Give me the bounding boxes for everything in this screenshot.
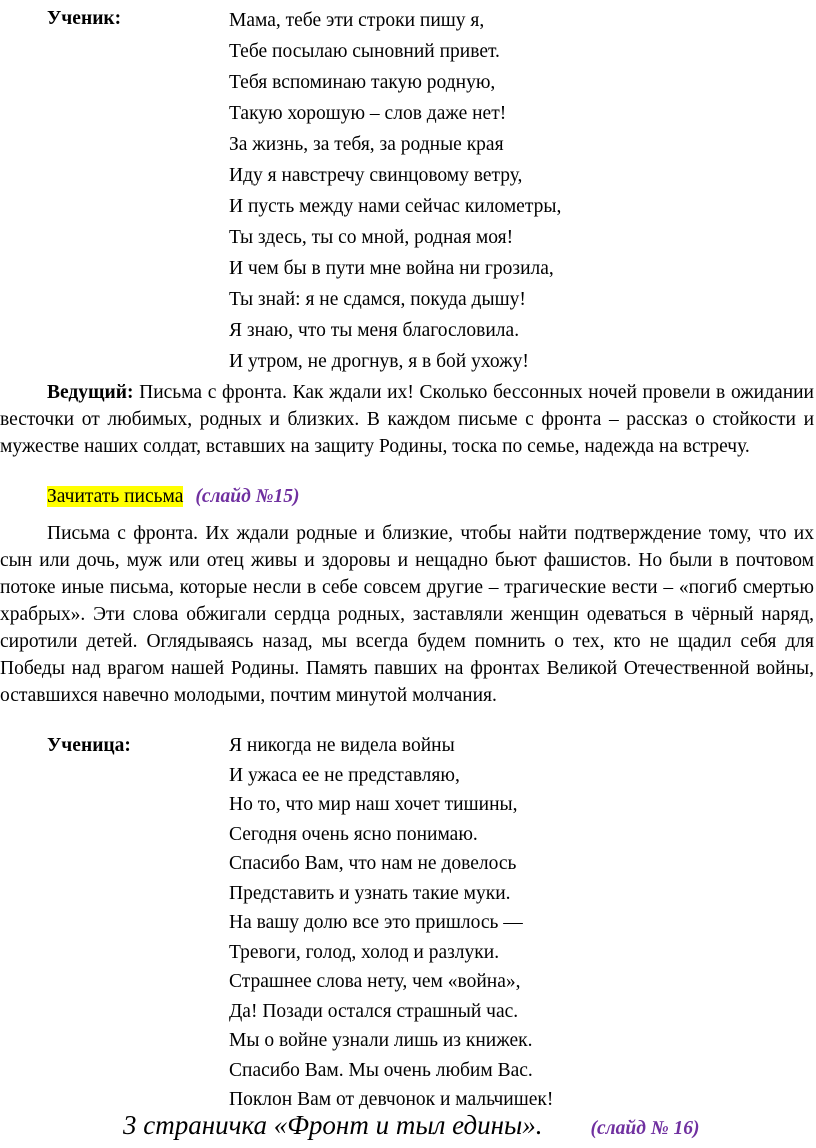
poem-line: И утром, не дрогнув, я в бой ухожу! bbox=[229, 351, 529, 372]
host-text: Письма с фронта. Как ждали их! Сколько бессонных ночей провели в ожидании весточки от любимых, родных и близких. В каждом письме с фронта – рассказ о стойкости и мужестве наших солдат, вставших на защиту Родины, тоска по семье, надежда на встречу. bbox=[0, 382, 814, 457]
host-paragraph bbox=[0, 379, 814, 460]
poem-line: За жизнь, за тебя, за родные края bbox=[229, 134, 504, 155]
slide-reference: (слайд №15) bbox=[195, 486, 300, 507]
poem-line: Да! Позади остался страшный час. bbox=[229, 1000, 519, 1022]
poem-line: Я никогда не видела войны bbox=[229, 735, 455, 756]
speaker-student: Ученик: bbox=[47, 8, 122, 29]
poem-line: Такую хорошую – слов даже нет! bbox=[229, 103, 507, 124]
poem-line: Спасибо Вам. Мы очень любим Вас. bbox=[229, 1059, 533, 1081]
poem-line: И пусть между нами сейчас километры, bbox=[229, 196, 562, 217]
poem-line: Поклон Вам от девчонок и мальчишек! bbox=[229, 1089, 554, 1110]
poem-line: Тебе посылаю сыновний привет. bbox=[229, 41, 500, 62]
poem-line: Страшнее слова нету, чем «война», bbox=[229, 971, 521, 992]
poem-line: Тебя вспоминаю такую родную, bbox=[229, 72, 496, 93]
section-title: 3 страничка «Фронт и тыл едины». bbox=[123, 1110, 543, 1140]
poem-line: Ты знай: я не сдамся, покуда дышу! bbox=[229, 289, 526, 310]
poem-line: Мама, тебе эти строки пишу я, bbox=[229, 10, 485, 31]
poem-line: И чем бы в пути мне война ни грозила, bbox=[229, 258, 554, 279]
poem-line: На вашу долю все это пришлось — bbox=[229, 912, 523, 933]
poem-line: И ужаса ее не представляю, bbox=[229, 764, 460, 786]
poem-line: Я знаю, что ты меня благословила. bbox=[229, 320, 520, 341]
instruction-line bbox=[47, 486, 300, 508]
instruction-highlight: Зачитать письма bbox=[47, 486, 184, 507]
poem-gratitude bbox=[229, 735, 553, 1119]
poem-line: Представить и узнать такие муки. bbox=[229, 882, 511, 904]
speaker-student-girl: Ученица: bbox=[47, 735, 131, 756]
letters-paragraph: Письма с фронта. Их ждали родные и близкие, чтобы найти подтверждение тому, что их сын или дочь, муж или отец живы и здоровы и нещадно бьют фашистов. Но были в почтовом потоке иные письма, которые несли в себе совсем другие – трагические вести – «погиб смертью храбрых». Эти слова обжигали сердца родных, заставляли женщин одеваться в чёрный наряд, сиротили детей. Оглядываясь назад, мы всегда будем помнить о тех, кто не щадил себя для Победы над врагом нашей Родины. Память павших на фронтах Великой Отечественной войны, оставшихся навечно молодыми, почтим минутой молчания. bbox=[0, 523, 814, 706]
poem-line: Но то, что мир наш хочет тишины, bbox=[229, 794, 518, 815]
poem-line: Сегодня очень ясно понимаю. bbox=[229, 823, 478, 845]
poem-mother-letter bbox=[229, 5, 561, 377]
slide-reference: (слайд № 16) bbox=[590, 1118, 700, 1139]
poem-line: Мы о войне узнали лишь из книжек. bbox=[229, 1030, 533, 1051]
section-heading bbox=[123, 1110, 700, 1141]
poem-line: Спасибо Вам, что нам не довелось bbox=[229, 853, 517, 874]
speaker-host: Ведущий: bbox=[47, 382, 134, 403]
poem-line: Иду я навстречу свинцовому ветру, bbox=[229, 165, 523, 186]
poem-line: Ты здесь, ты со мной, родная моя! bbox=[229, 227, 514, 248]
poem-line: Тревоги, голод, холод и разлуки. bbox=[229, 941, 500, 963]
